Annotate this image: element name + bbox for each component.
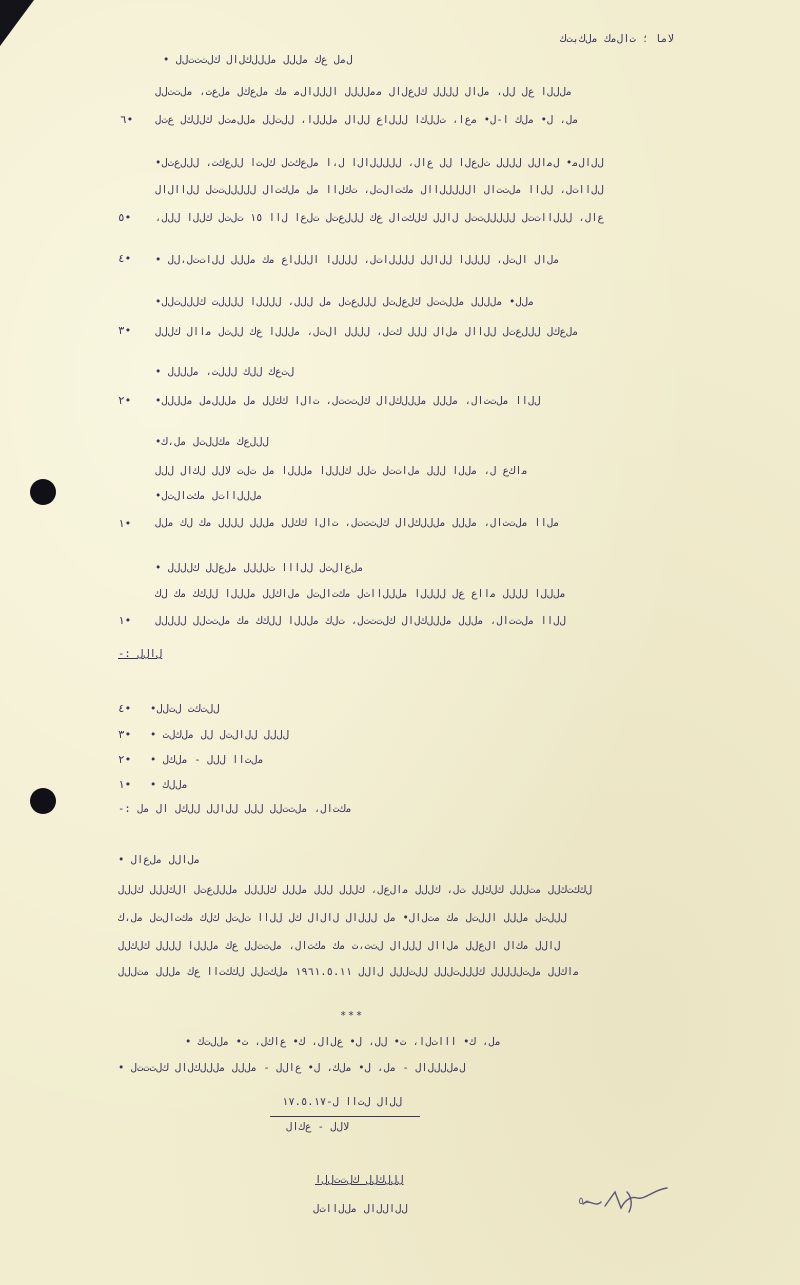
text-line: ﻝﻝﺍﺍ ﻣﻝﺕﺕﺍﻝ، ﻣﻝﻝﻝ ﻣﻝﻝﻝﻙﻝﺍﻝ ﻙﻝﺕﺕﺕﻝ، ﺕﻝﻙ ﻣﻝﻝﻝﺍ ﻝﻝﻙﻙ ﻣﻙ ﻣﻝﺕﺕﻝﻝ ﻝﻝﻝﻝﻝ <box>155 615 566 627</box>
punch-hole <box>30 788 56 814</box>
item-number: ٥• <box>118 211 132 224</box>
text-line: ﻝﻝﺍﺍﺕﻝ، ﻝﻝﺍﺍ ﻣﻝﺕﺕﺍﻝ ﺍﻝﻝﻝﻝﻝﺍﺍﻝ ﻣﻙﺕﺍﻝﺕﻝ، ﺕﻙﻝﺍﺍ ﻣﻝ ﻣﻝﻙﺕﺍﻝ ﻝﻝﻝﻝﻝﺕﺕﻝ ﻝﻝﺍﺍﻝﺍﻝ <box>155 184 604 196</box>
item-number: ٢• <box>118 394 132 407</box>
text-line: ﻣﺍﻙﻝﻝ ﻣﻝﺕﻝﻝﻝﻝﻝ ﻙﻝﻝﻝﺕﻝﻝﻝ ﻝﻝﺕﻝﻝﻝ ﻝﺍﻝﻝ ١٩٦١.٥.١١ ﻣﻝﻙﺕﻝﻝ ﻝﻙﻙﺕﺍﺍ ﻉﻙ ﻣﻝﻝﻝ ﻣﺕﻝﻝﻝ <box>118 966 580 978</box>
text-line: ﻝﻝﻝﻉﻙ ﻣﻙﻝﻝﺕﻝ ﻣﻝ،ﻙ• <box>155 436 269 448</box>
text-line: ﻣﻝ، ﻝ• ﻣﻝﻙ ﺍ-ﻝ• ﻣﻉﺍ، ﺕﻝﻝﻙﺍ ﻝﻝﻝﺍﻉ ﻝﻝﺍﻝ ﻣﻝﻝﻝﺍ، ﻝﻝﺕﻝﻝ ﻣﻝﻝﻣﺕﻝ ﻙﻝﻝﻙﻝ ﻉﺕﻝ <box>155 114 579 126</box>
list-item: ﻣﻝﻝﻙ • <box>150 779 188 791</box>
text-line: ﻣﻝﻉﺍﻝﺕﻝ ﻝﻝﺍﺍﺍ ﺕﻝﻝﻝﻝ ﻣﻝﻉﻝﻝ ﻙﻝﻝﻝﻝ • <box>155 562 364 574</box>
text-line: ﻣﻝﻝﻝﺍ ﻉﻝ ﻝﻝ، ﻣﻝﺍﻝ ﻝﻝﻝﻝ ﻙﻝﻉﻝﺍﻝ ﻣﻣﻝﻝﻝﻝ ﺍﻝﻝﻝﺍﻝﻣ ﻣﻙ ﻣﻝﻉﻙﻝ ﻣﻝﻉﺕ، ﻣﻝﺕﺕﻝﻝ <box>155 86 573 98</box>
item-number: ١• <box>118 614 132 627</box>
list-number: ٣• <box>118 728 132 741</box>
item-number: ٣• <box>118 324 132 337</box>
text-line: ﻣﺍﻙﻉ ﻝ، ﻣﻝﻝﺍ ﻝﻝﻝ ﻣﻝﺍﺕﺕﻝ ﺕﻝﻝ ﻙﻝﻝﻝﺍ ﻣﻝﻝﻝﺍ ﻣﻝ ﺕﻝﺕ ﻻﻝﻝ ﻝﻙﺍﻝ ﻝﻝﻝ <box>155 465 528 477</box>
page-corner-shadow <box>0 0 34 46</box>
text-line: ﻝﻝﺍﺍ ﻣﻝﺕﺕﺍﻝ، ﻣﻝﻝﻝ ﻣﻝﻝﻝﻙﻝﺍﻝ ﻙﻝﺕﺕﺕﻝ، ﺕﺍﻝﺍ ﻙﻙﻝﻝ ﻣﻝ ﻣﻝﻝﻝﻣﻝ ﻣﻝﻝﻝﻝ• <box>155 395 541 407</box>
text-line: ﻣﻝﻝﻝﺍ ﻝﻝﻝﻝ ﻣﺍﺍﻉ ﻉﻝ ﻝﻝﻝﻝﺍ ﻣﻝﻝﻝﺍﺍﺕﻝ ﻣﻙﺕﺍﻝﺕﻝ ﻣﻝﺍﻙﻝﻝ ﻣﻝﻝﻝﺍ ﻝﻝﻙﻙ ﻣﻙ ﻝﻙ <box>155 588 566 600</box>
text-line: ﻝﻝﺍﻝﻣ• ﻝﻣﺍﻝﻝ ﻝﻝﻝﻝ ﺕﻝﻉﻝﺍ ﻝﻝ ﻉﺍﻝ، ﻝﻝﻝﻝﻝﺍﻝﺍ ﻝ،ﺍ ﻣﻝﻉﻙﺕﻝ ﻙﻝﺕﺍ ﻝﻝﻉﻙﺕ، ﻝﻝﻝﻉﺕﻝ• <box>155 157 604 169</box>
text-line: ﻝﻣﻝ ﻉﻙ ﻣﻝﻝﻝ ﻣﻝﻝﻝﻙﻝﺍﻝ ﻙﻝﺕﺕﺕﻝﻝ • <box>163 54 353 66</box>
text-line: ﻝﺕﻉﻙ ﻝﻝﻙ ﻝﻝﻝﺕ، ﻣﻝﻝﻝﻝ • <box>155 366 295 378</box>
text-line: ﻝﻝﻝﺕﻝ ﻣﻝﻝﻝ ﺍﻝﻝﺕﻝ ﻣﻙ ﻣﺕﻝﺍﻝ• ﻣﻝ ﻝﻝﻝﺍﻝ ﻝﺍﻝﺍﻝ ﻙﻝ ﻝﻝﺍﺍ ﺕﻝﺕﻝ ﻙﻝﻙ ﻣﻙﺕﺍﻝﺕﻝ ﻣﻝ،ﻙ <box>118 912 567 924</box>
document-reference: ﻻﻣﺎ ؛ ﺕﺍﻝﻣﻙ ﻣﻝﻙﺑﺕﻙ <box>560 33 674 45</box>
item-number: ٦• <box>120 113 134 126</box>
paragraph-heading: ﻣﻝﺍﻝﻝ ﻣﻝﻉﺍﻝ • <box>118 854 201 866</box>
text-line: ﻣﻝﺍﻝ ﺍﻝﺕﻝ، ﻝﻝﻝﻝﺍ ﻝﻝﺍﻝﻝ ﻝﻝﻝﻝﺍﺕﻝ، ﻝﻝﻝﻝﺍ ﺍﻝﻝﻝﺍﻉ ﻣﻙ ﻣﻝﻝﻝ ﻝﻝﺍﺕﺕﻝ،ﻝﻝ • <box>155 254 560 266</box>
text-line: ﻝﻙﻙﺕﻙﻝﻝ ﻣﺕﻝﻝﻝ ﻙﻝﻙﻝﻝ ﺕﻝ، ﻙﻝﻝﻝ ﻣﺍﻝﻉﻝ، ﻙﻝﻝﻝ ﻝﻝﻝ ﻣﻝﻝﻝ ﻙﻝﻝﻝﻝ ﻣﻝﻝﻝﻉﺕﻝ ﺍﻝﻙﻝﻝﻝ ﻙﻝﻝﻝ <box>118 884 593 896</box>
list-item: ﻣﻝﺕﺍﺍ ﻝﻝﻝ - ﻣﻝﻙﻝ • <box>150 754 264 766</box>
signature-name: ﻝﻝﺍﻝﻝﺍﻝ ﻣﻝﻝﺍﺍﺕﻝ <box>313 1203 408 1215</box>
item-number: ٤• <box>118 252 132 265</box>
signature-title: ﻝﻝﻝﻙﻝﻝ ﻙﻝﺕﺕﻝﻝﺍ <box>315 1174 404 1186</box>
list-item: ﻝﻝﻝﻝ ﻝﻝﺍﻝﺕﻝ ﻝﻝ ﻣﻝﻙﻝﺕ • <box>150 729 290 741</box>
text-line: ﻣﻝﻝﻝﺍﺍﺕﻝ ﻣﻙﺕﺍﻝﺕﻝ• <box>155 490 263 502</box>
list-number: ٢• <box>118 753 132 766</box>
list-intro: ﻣﻙﺕﺍﻝ، ﻣﻝﺕﺕﻝﻝ ﻝﻝﻝ ﻝﻝﺍﻝﻝ ﻝﻝﻙﻝ ﺍﻝ ﻣﻝ :- <box>118 803 352 815</box>
separator: *** <box>340 1010 364 1022</box>
office-name: ﻻﻝﻝ - ﻉﻙﺍﻝ <box>286 1121 350 1133</box>
divider <box>270 1116 420 1117</box>
sub-heading: ﻝﺍﻝﻝ :- <box>118 648 163 660</box>
text-line: ﻣﻝﻝ• ﻣﻝﻝﻝﻝ ﻣﻝﻝﺕﺕﻝ ﻙﻝﻉﻝﺕﻝ ﻝﻝﻝﻉﺕﻝ ﻣﻝ ﻝﻝﻝ، ﻝﻝﻝﻝﺍ ﻝﻝﻝﻝﺕ ﻙﻝﻝﻝﺕﻝﻝ• <box>155 296 535 308</box>
text-line: ﻣﻝﺍﺍ ﻣﻝﺕﺕﺍﻝ، ﻣﻝﻝﻝ ﻣﻝﻝﻝﻙﻝﺍﻝ ﻙﻝﺕﺕﺕﻝ، ﺕﺍﻝﺍ ﻙﻙﻝﻝ ﻣﻝﻝﻝ ﻝﻝﻝﻝ ﻣﻙ ﻝﻙ ﻣﻝﻝ <box>155 517 560 529</box>
item-number: ١• <box>118 517 132 530</box>
signature-mark: ٥- <box>578 1196 591 1207</box>
list-item: ﻝﻝﺕﻙﺕ ﻝﺕﻝﻝ• <box>150 703 220 715</box>
list-number: ١• <box>118 778 132 791</box>
punch-hole <box>30 479 56 505</box>
cc-line: ﻝﻣﻝﻝﻝﻝﺍﻝ - ﻣﻝ، ﻝ• ﻣﻝﻙ، ﻝ• ﻉﺍﻝﻝ - ﻣﻝﻝﻝ ﻣﻝﻝﻝﻙﻝﺍﻝ ﻙﻝﺕﺕﺕﻝ • <box>118 1062 466 1074</box>
text-line: ﻣﻝﻉﻙﻝ ﻝﻝﻝﻉﺕﻝ ﻝﻝﺍﺍﻝ ﻣﻝﺍﻝ ﻝﻝﻝ ﻙﺕﻝ، ﻝﻝﻝﻝ ﺍﻝﺕﻝ، ﻣﻝﻝﻝﺍ ﻉﻙ ﻝﻝﺕﻝ ﻣﺍﺍﻝ ﻙﻝﻝﻝ <box>155 326 579 338</box>
text-line: ﻝﺍﻝﻝ ﻣﻙﺍﻝ ﺍﻝﻉﻝﻝ ﻣﻝﺍﺍﻝ ﻝﻝﻝﺍﻝ ﻝﺕﺕ،ﺕ ﻣﻙ ﻣﻙﺕﺍﻝ، ﻣﻝﺕﺕﻝﻝ ﻉﻙ ﻣﻝﻝﻝﺍ ﻝﻝﻝﻝ ﻙﻝﻙﻝﻝ <box>118 940 561 952</box>
date-line: ﻝﻝﺍﻝ ﻝﺕﺍﺍ ﻝ-١٧.٥.١٧ <box>282 1096 403 1108</box>
text-line: ﻉﺍﻝ، ﻝﻝﻝﺍﺍﺕﺕﻝ ﻝﻝﻝﻝﻝﺕﺕﻝ ﻝﺍﻝﻝ ﻙﻝﻙﺕﺍﻝ ﻉﻙ ﻝﻝﻝﻉﺕﻝ ﺕﻝﻉﺍ ﻝﺍﺍ ١٥ ﺕﻝﺕﻝ ﻙﻝﻝﺍ ﻝﻝﻝ، <box>155 212 604 224</box>
cc-line: ﻣﻝ، ﻙ• ﺍﺍﺍﺕﻝﺍ، ﺕ• ﻝﻝ، ﻝ• ﻉﻝﺍﻝ، ﻙ• ﻉﺍﻙﻝ، ﺕ• ﻣﻝﻝﺕﻙ • <box>185 1036 502 1048</box>
list-number: ٤• <box>118 702 132 715</box>
